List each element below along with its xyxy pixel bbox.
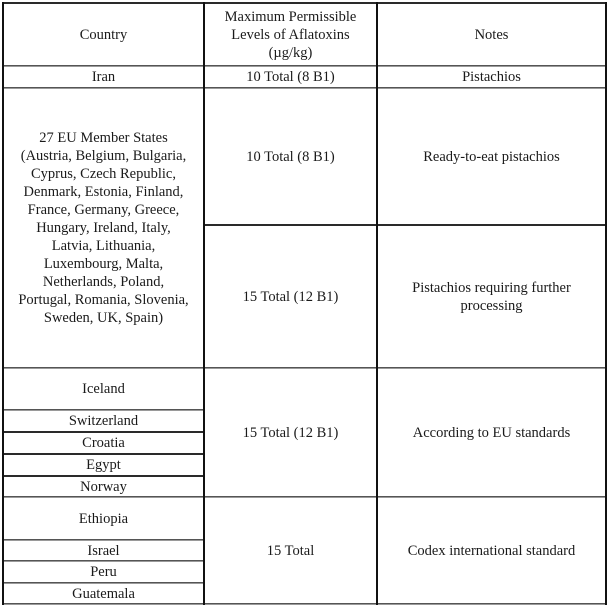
header-levels-line: Levels of Aflatoxins [231,26,350,43]
note-cell: Pistachios [462,69,521,85]
country-cell: Switzerland [68,413,139,429]
table-border-right [605,2,607,605]
level-cell: 15 Total (12 B1) [242,424,339,441]
country-line: (Austria, Belgium, Bulgaria, [20,148,187,164]
country-line: Hungary, Ireland, Italy, [36,220,171,236]
table-border-bottom [2,603,607,605]
header-country: Country [79,26,128,43]
country-cell-eu [4,89,203,367]
country-line: France, Germany, Greece, [27,202,180,218]
header-levels [205,4,376,65]
country-line: Netherlands, Poland, [42,274,165,290]
aflatoxin-table [2,2,607,605]
header-levels-line: (µg/kg) [268,44,313,61]
note-cell: Ready-to-eat pistachios [423,148,560,165]
level-cell: 10 Total (8 B1) [246,69,335,85]
level-cell: 10 Total (8 B1) [246,148,335,165]
level-cell: 15 Total (12 B1) [242,288,339,305]
country-cell: Iran [91,69,116,85]
note-line: Pistachios requiring further [412,279,571,296]
note-cell: According to EU standards [412,424,571,441]
country-cell: Ethiopia [78,510,129,527]
country-cell: Peru [90,564,117,580]
country-line: Portugal, Romania, Slovenia, [18,292,189,308]
country-cell: Israel [87,542,120,559]
note-cell [378,226,605,367]
country-line: Luxembourg, Malta, [43,256,164,272]
country-line: Cyprus, Czech Republic, [31,166,176,182]
country-line: Denmark, Estonia, Finland, [23,184,184,200]
note-cell: Codex international standard [407,542,576,559]
country-line: Latvia, Lithuania, [51,238,156,254]
country-cell: Egypt [86,457,121,473]
level-cell: 15 Total [266,542,315,559]
country-cell: Croatia [82,435,125,451]
country-cell: Guatemala [72,585,135,602]
header-levels-line: Maximum Permissible [224,8,357,25]
note-line: processing [460,297,523,314]
header-notes: Notes [474,26,509,43]
country-line: Sweden, UK, Spain) [43,310,164,326]
country-line: 27 EU Member States [39,130,168,146]
country-cell: Iceland [82,381,125,397]
country-cell: Norway [80,478,127,495]
